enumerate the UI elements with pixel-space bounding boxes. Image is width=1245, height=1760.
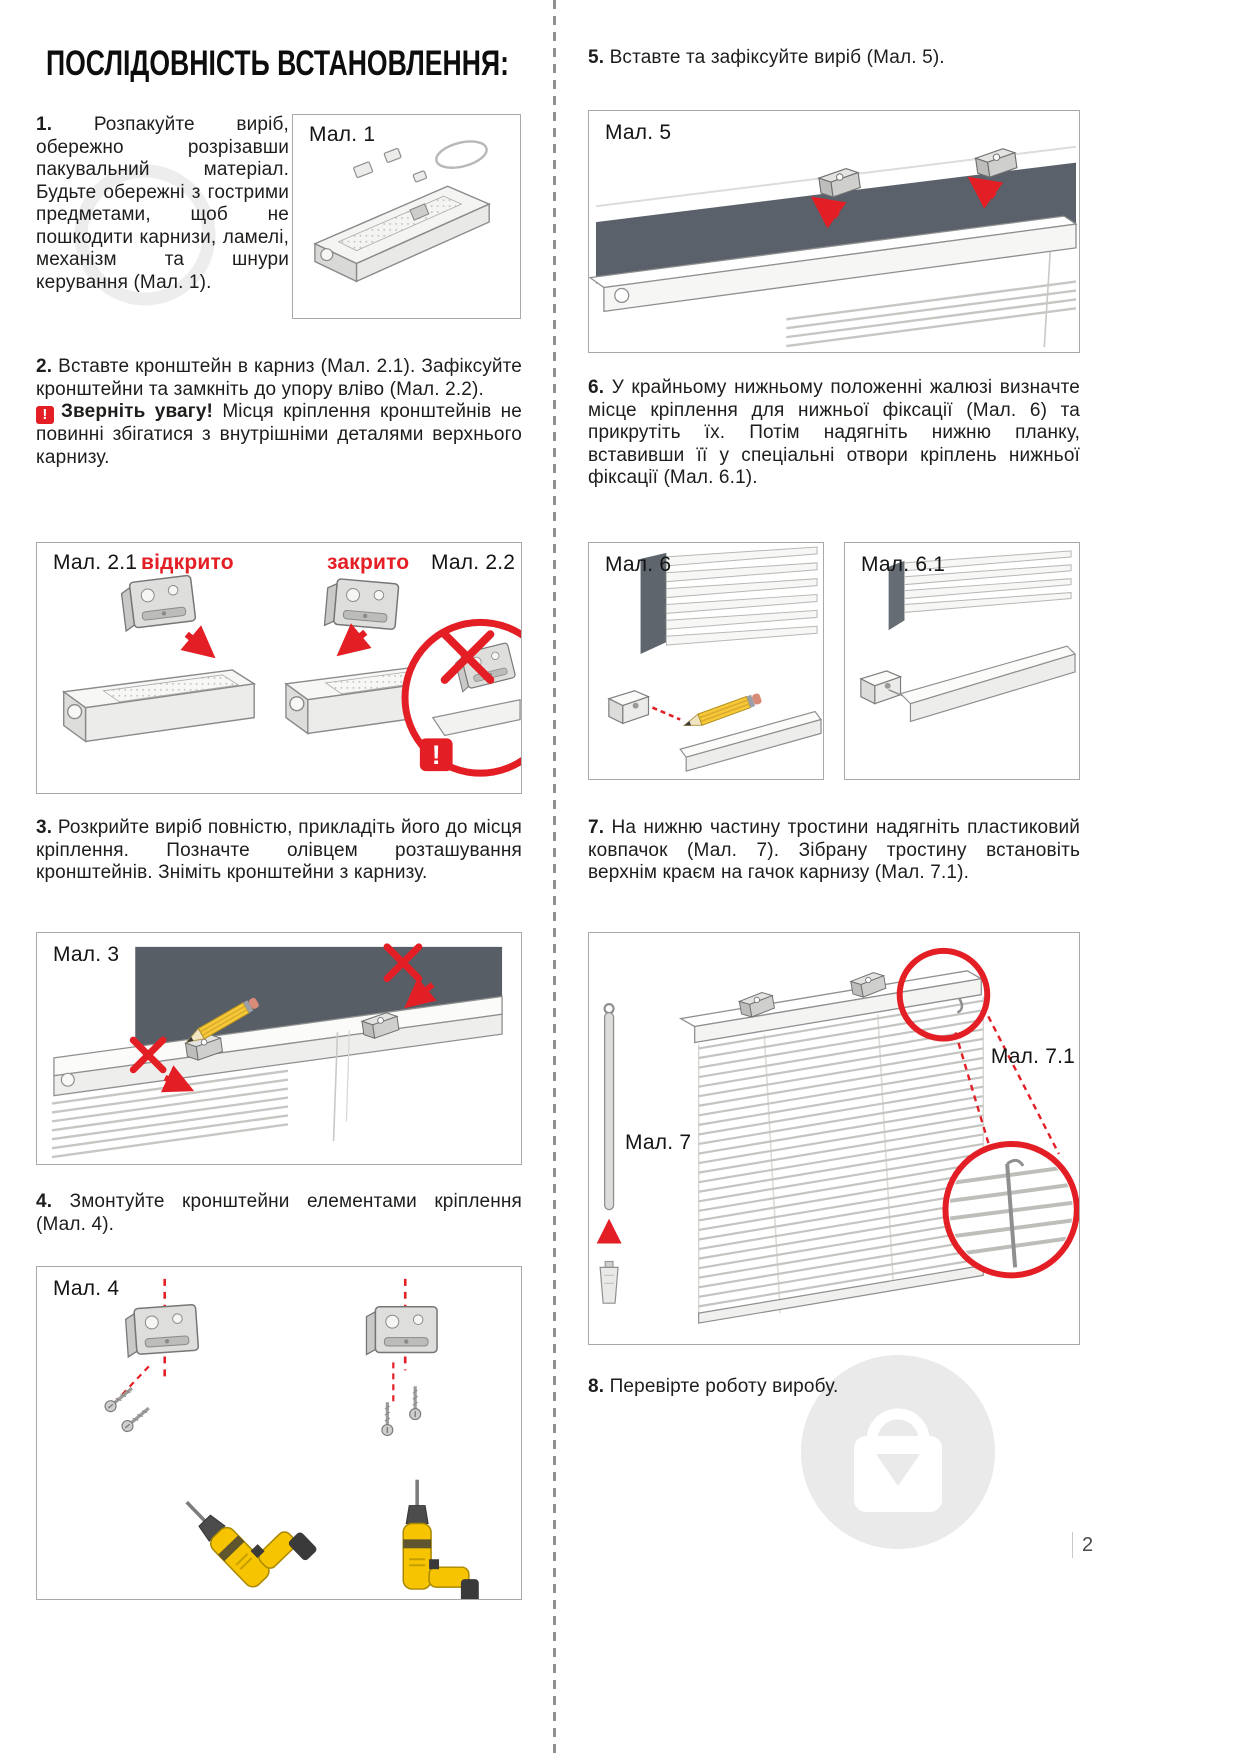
- fig4-illustration: [37, 1267, 521, 1599]
- figure-3: [36, 932, 522, 1165]
- step-number: 8.: [588, 1376, 605, 1397]
- figure-label: Мал. 7: [625, 1131, 692, 1154]
- instruction-step-6: [588, 377, 1080, 490]
- warning-title: Зверніть увагу!: [61, 401, 214, 422]
- step-text: На нижню частину тростини надягніть пластиковий ковпачок (Мал. 7). Зібрану тростину встановіть верхнім краєм на гачок карнизу (Мал. 7.1).: [588, 817, 1081, 883]
- figure-4: [36, 1266, 522, 1600]
- step-text: Вставте кронштейн в карниз (Мал. 2.1). Зафіксуйте кронштейни та замкніть до упору вліво (Мал. 2.2).: [36, 356, 523, 400]
- figure-2: [36, 542, 522, 794]
- step-number: 3.: [36, 817, 53, 838]
- instruction-step-5: [588, 47, 1080, 70]
- figure-label: Мал. 6: [605, 553, 672, 576]
- state-closed-label: закрито: [327, 551, 410, 574]
- step-number: 5.: [588, 47, 605, 68]
- instruction-step-7: [588, 817, 1080, 885]
- instruction-step-4: [36, 1191, 522, 1236]
- figure-7: [588, 932, 1080, 1345]
- drill-icon: [177, 1459, 318, 1599]
- figure-label: Мал. 7.1: [990, 1045, 1075, 1068]
- cap-icon: [600, 1261, 618, 1303]
- screw-icon: [120, 1404, 153, 1434]
- drill-icon: [403, 1480, 479, 1599]
- step-text: Змонтуйте кронштейни елементами кріплення (Мал. 4).: [36, 1191, 522, 1235]
- step-number: 7.: [588, 817, 605, 838]
- step-text: Розкрийте виріб повністю, прикладіть його до місця кріплення. Позначте олівцем розташування кронштейнів. Зніміть кронштейни з карнизу.: [36, 817, 522, 883]
- figure-6: [588, 542, 824, 780]
- fig5-illustration: [589, 111, 1079, 352]
- page-number: 2: [1072, 1532, 1093, 1558]
- state-open-label: відкрито: [141, 551, 234, 574]
- warning-note: [36, 401, 522, 469]
- figure-6-1: [844, 542, 1080, 780]
- blind-slats: [699, 1001, 984, 1307]
- wand-hook-icon: [605, 1004, 614, 1013]
- step-number: 6.: [588, 377, 605, 398]
- warning-text: Місця кріплення кронштейнів не повинні збігатися з внутрішніми деталями верхнього карнизу.: [36, 401, 522, 468]
- bracket-icon: [324, 578, 398, 632]
- instruction-step-2: [36, 356, 522, 469]
- screw-icon: [410, 1386, 421, 1419]
- fig6-1-illustration: [845, 543, 1079, 779]
- figure-5: [588, 110, 1080, 353]
- figure-label: Мал. 1: [309, 123, 376, 146]
- column-divider: [553, 0, 556, 1760]
- bracket-icon: [125, 1304, 199, 1357]
- fig6-illustration: [589, 543, 823, 779]
- instruction-step-3: [36, 817, 522, 885]
- figure-label: Мал. 3: [53, 943, 120, 966]
- warning-icon: !: [36, 406, 54, 424]
- figure-label: Мал. 2.1: [53, 551, 138, 574]
- bracket-icon: [120, 575, 196, 631]
- instruction-step-8: [588, 1376, 1080, 1399]
- step-number: 2.: [36, 356, 53, 377]
- step-text: Вставте та зафіксуйте виріб (Мал. 5).: [609, 47, 945, 68]
- figure-label: Мал. 4: [53, 1277, 120, 1300]
- alert-exclamation: !: [431, 740, 441, 771]
- bracket-icon: [366, 1307, 437, 1355]
- figure-label: Мал. 2.2: [431, 551, 516, 574]
- pencil-icon: [682, 692, 762, 731]
- step-number: 1.: [36, 114, 53, 135]
- step-number: 4.: [36, 1191, 53, 1212]
- instruction-step-1: [36, 114, 289, 294]
- fixation-bracket-icon: [861, 671, 901, 704]
- screw-icon: [382, 1402, 393, 1435]
- screw-icon: [103, 1384, 136, 1414]
- fig2-illustration: [37, 543, 521, 793]
- fixation-bracket-icon: [609, 691, 649, 724]
- figure-label: Мал. 6.1: [861, 553, 946, 576]
- step-text: Розпакуйте виріб, обережно розрізавши пакувальний матеріал. Будьте обережні з гострими предметами, щоб не пошкодити карнизи, ламелі, механізм та шнури керування (Мал. 1).: [36, 114, 289, 293]
- step-text: У крайньому нижньому положенні жалюзі визначте місце кріплення для нижньої фіксації (Мал. 6) та прикрутіть їх. Потім надягніть нижню планку, вставивши її у спеціальні отвори кріплень нижньої фіксації (Мал. 6.1).: [588, 377, 1080, 488]
- wand-icon: [605, 1013, 614, 1210]
- fig3-illustration: [37, 933, 521, 1164]
- figure-1: [292, 114, 521, 319]
- page-title: ПОСЛІДОВНІСТЬ ВСТАНОВЛЕННЯ:: [46, 44, 509, 83]
- step-text: Перевірте роботу виробу.: [609, 1376, 839, 1397]
- figure-label: Мал. 5: [605, 121, 672, 144]
